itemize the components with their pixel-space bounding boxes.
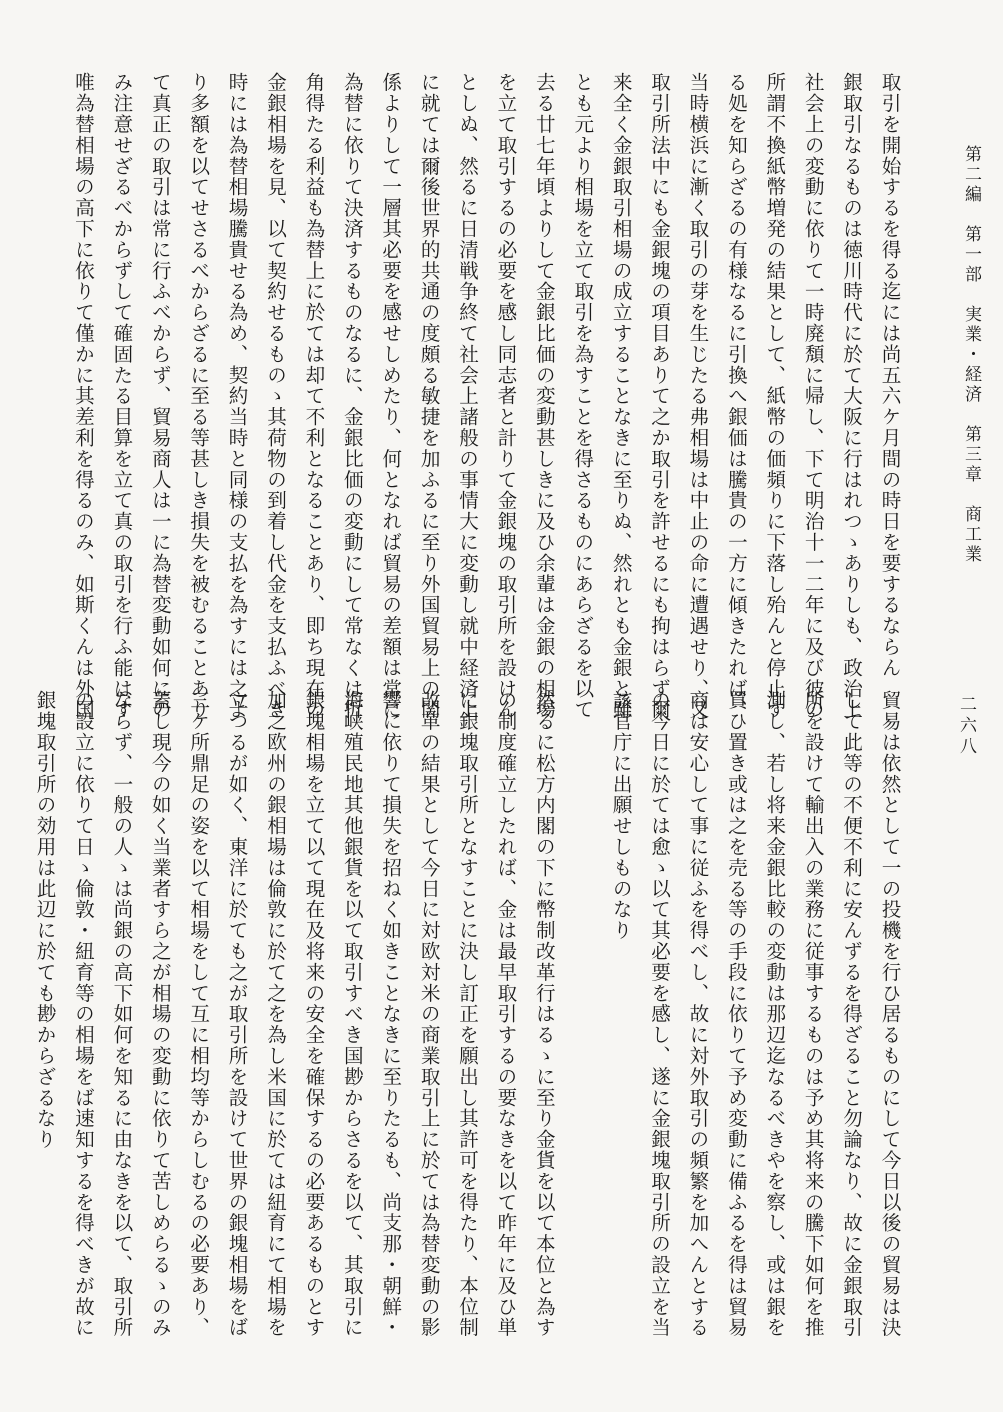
text-line: る処を知らざるの有様なるに引換へ銀価は騰貴の一方に傾きたれば、 bbox=[724, 72, 748, 720]
text-line: り多額を以てせさるべからざるに至る等甚しき損失を被むることあり bbox=[186, 72, 210, 720]
text-line: 社会上の変動に依りて一時廃頽に帰し、下て明治十一二年に及び彼の bbox=[801, 72, 825, 720]
text-line: 金銀相場を見、以て契約せるものゝ其荷物の到着し代金を支払ふべき bbox=[263, 72, 287, 720]
text-line: の設立に依りて日ゝ倫敦・紐育等の相場をば速知するを得べきが故に bbox=[71, 690, 95, 1338]
text-line: 立つるが如く、東洋に於ても之が取引所を設けて世界の銀塊相場をば bbox=[225, 690, 249, 1338]
lower-text-block bbox=[33, 690, 908, 1338]
text-line: 所謂不換紙幣増発の結果として、紙幣の価頻りに下落し殆んと停止す bbox=[762, 72, 786, 720]
text-line: 三ケ所鼎足の姿を以て相場をして互に相均等からしむるの必要あり、 bbox=[186, 690, 210, 1338]
text-line: ならず、一般の人ゝは尚銀の高下如何を知るに由なきを以て、取引所 bbox=[109, 690, 133, 1338]
text-line: 加之欧州の銀相場は倫敦に於て之を為し米国に於ては紐育にて相場を bbox=[263, 690, 287, 1338]
text-line: 所を設けて輸出入の業務に従事するものは予め其将来の騰下如何を推 bbox=[801, 690, 825, 1338]
text-line: 買ひ置き或は之を売る等の手段に依りて予め変動に備ふるを得は貿易 bbox=[724, 690, 748, 1338]
text-line: 時には為替相場騰貴せる為め、契約当時と同様の支払を為すには之よ bbox=[225, 72, 249, 720]
text-line: 角得たる利益も為替上に於ては却て不利となることあり、即ち現在の bbox=[301, 72, 325, 720]
text-line: て真正の取引は常に行ふべからず、貿易商人は一に為替変動如何にの bbox=[148, 72, 172, 720]
text-line: としぬ、然るに日清戦争終て社会上諸般の事情大に変動し就中経済上 bbox=[455, 72, 479, 720]
page-number: 二六八 bbox=[956, 695, 976, 758]
text-line: 係よりして一層其必要を感せしめたり、何となれば貿易の差額は常に bbox=[378, 72, 402, 720]
text-line: 銀取引なるものは徳川時代に於て大阪に行はれつゝありしも、政治上 bbox=[839, 72, 863, 720]
text-line: 去る廿七年頃よりして金銀比価の変動甚しきに及ひ余輩は金銀の相場 bbox=[532, 72, 556, 720]
text-line: 唯為替相場の高下に依りて僅かに其差利を得るのみ、如斯くんは外国 bbox=[71, 72, 95, 720]
text-line: の今日に於ては愈ゝ以て其必要を感し、遂に金銀塊取引所の設立を当 bbox=[647, 690, 671, 1338]
text-line: 取引所法中にも金銀塊の項目ありて之か取引を許せるにも拘はらず爾 bbox=[647, 72, 671, 720]
text-line: 海峡殖民地其他銀貨を以て取引すべき国尠からさるを以て、其取引に bbox=[340, 690, 364, 1338]
text-line: 為替に依りて決済するものなるに、金銀比価の変動にして常なくは折 bbox=[340, 72, 364, 720]
text-line: とも元より相場を立て取引を為すことを得さるものにあらざるを以て bbox=[570, 72, 594, 720]
text-line: 貿易は依然として一の投機を行ひ居るものにして今日以後の貿易は決 bbox=[878, 690, 901, 1338]
running-header: 第二編 第一部 実業・経済 第三章 商工業 bbox=[961, 145, 981, 565]
text-line: 銀塊取引所の効用は此辺に於ても尠からざるなり bbox=[33, 690, 57, 1150]
text-line: 来全く金銀取引相場の成立することなきに至りぬ、然れとも金銀と雖 bbox=[609, 72, 633, 720]
text-line: 銀塊相場を立て以て現在及将来の安全を確保するの必要あるものとす bbox=[301, 690, 325, 1338]
text-line: に就ては爾後世界的共通の度頗る敏捷を加ふるに至り外国貿易上の関 bbox=[417, 72, 441, 720]
paragraph-break bbox=[562, 690, 600, 1290]
text-line: 響に依りて損失を招ねく如きことなきに至りたるも、尚支那・朝鮮・ bbox=[378, 690, 402, 1338]
text-line: に銀塊取引所となすことに決し訂正を願出し其許可を得たり、本位制 bbox=[455, 690, 479, 1338]
text-line: 取引を開始するを得る迄には尚五六ケ月間の時日を要するならん bbox=[878, 72, 901, 679]
text-line: み注意せざるべからずして確固たる目算を立て真の取引を行ふ能はす bbox=[109, 72, 133, 720]
text-line: して此等の不便不利に安んずるを得ざること勿論なり、故に金銀取引 bbox=[839, 690, 863, 1338]
text-line: 改革の結果として今日に対欧対米の商業取引上に於ては為替変動の影 bbox=[417, 690, 441, 1338]
text-line: 然るに松方内閣の下に幣制改革行はるゝに至り金貨を以て本位と為す bbox=[532, 690, 556, 1338]
text-line: を立て取引するの必要を感し同志者と計りて金銀塊の取引所を設けん bbox=[493, 72, 517, 720]
upper-text-block bbox=[63, 72, 908, 720]
text-line: の制度確立したれば、金は最早取引するの要なきを以て昨年に及ひ単 bbox=[493, 690, 517, 1338]
text-line: 蓋し現今の如く当業者すら之が相場の変動に依りて苦しめらるゝのみ bbox=[148, 690, 172, 1338]
text-line: 測し、若し将来金銀比較の変動は那辺迄なるべきやを察し、或は銀を bbox=[762, 690, 786, 1338]
text-line: 該官庁に出願せしものなり bbox=[609, 690, 633, 941]
text-line: 当時横浜に漸く取引の芽を生じたる弗相場は中止の命に遭遇せり、又 bbox=[685, 72, 709, 720]
text-line: 商は安心して事に従ふを得べし、故に対外取引の頻繁を加へんとする bbox=[685, 690, 709, 1338]
